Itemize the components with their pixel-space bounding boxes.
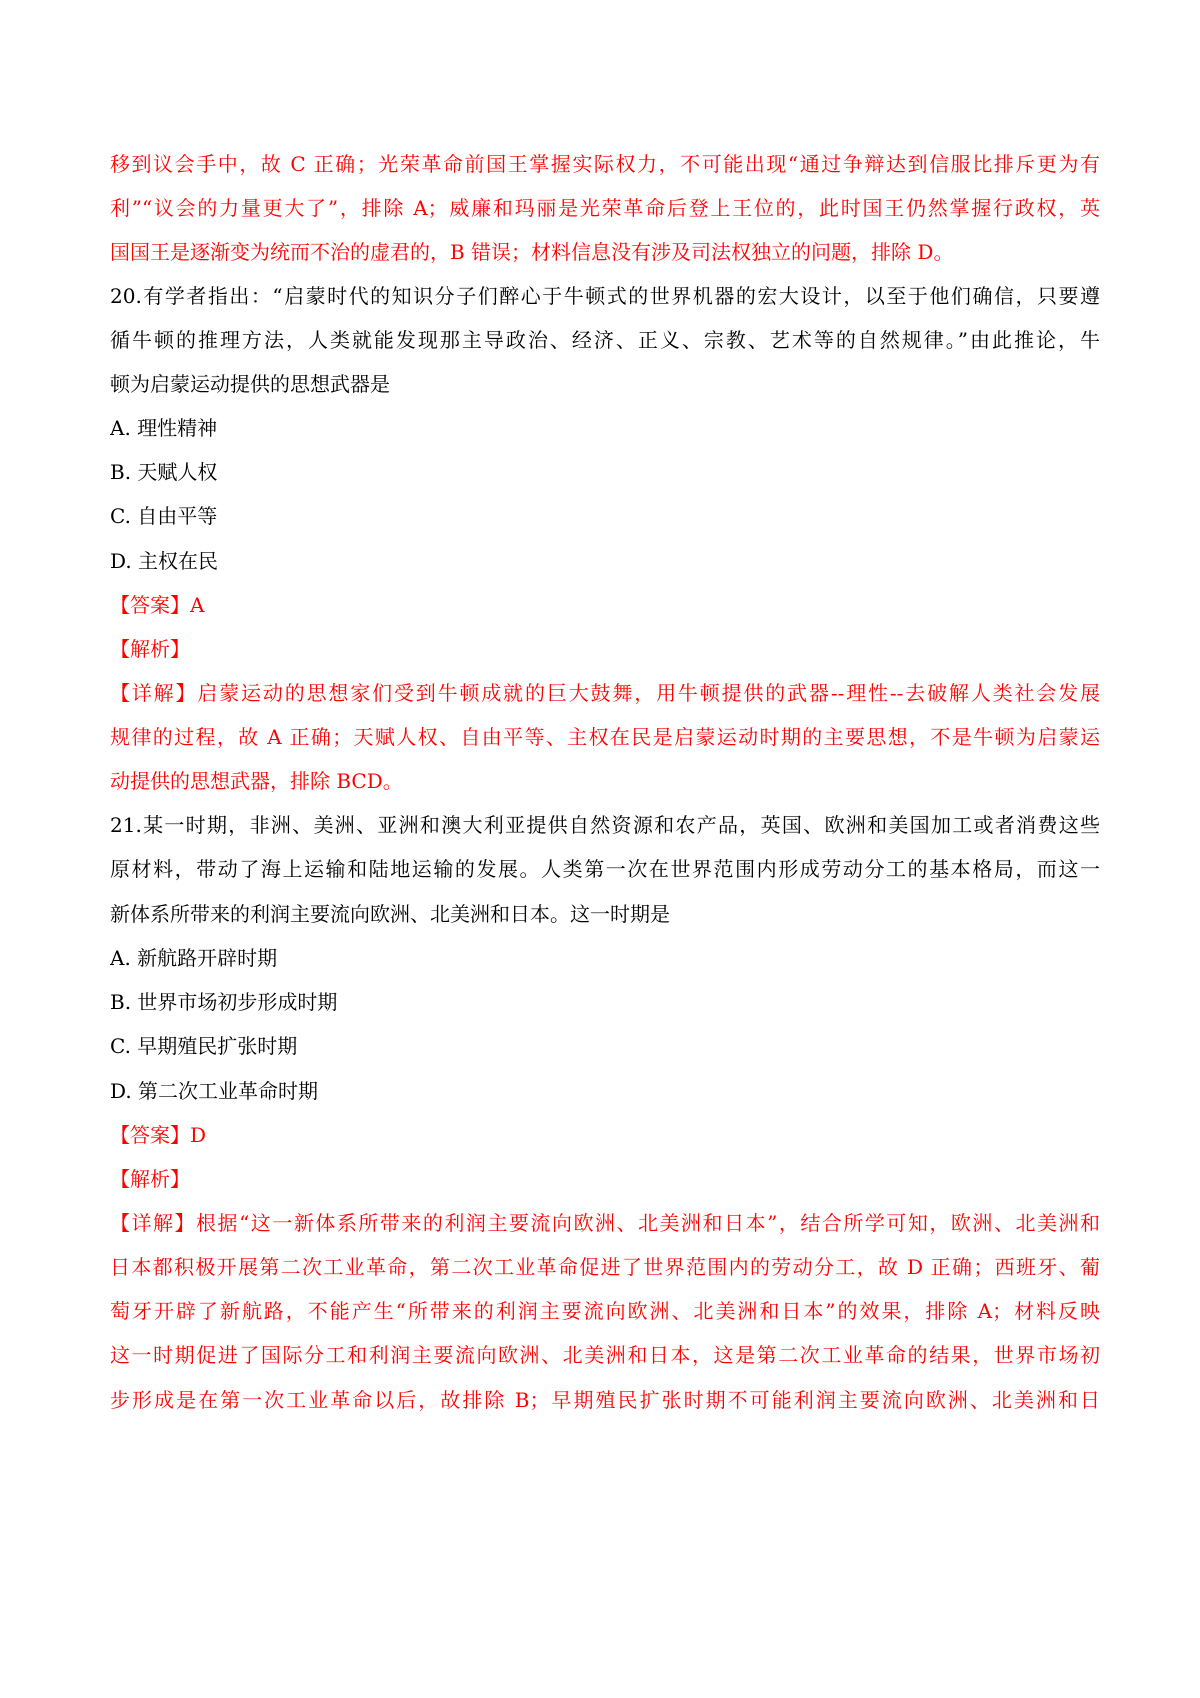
q21-analysis-label: 【解析】	[110, 1167, 190, 1191]
q20-option-d: D. 主权在民	[110, 549, 219, 573]
q21-stem-line: 新体系所带来的利润主要流向欧洲、北美洲和日本。这一时期是	[110, 902, 670, 926]
q21-stem-line: 21.某一时期，非洲、美洲、亚洲和澳大利亚提供自然资源和农产品，英国、欧洲和美国加工或者消费这些	[110, 813, 1100, 837]
prev-analysis-line: 利”“议会的力量更大了”，排除 A；威廉和玛丽是光荣革命后登上王位的，此时国王仍然掌握行政权，英	[110, 196, 1100, 220]
q20-option-a: A. 理性精神	[110, 416, 218, 440]
q21-stem-line: 原材料，带动了海上运输和陆地运输的发展。人类第一次在世界范围内形成劳动分工的基本格局，而这一	[110, 857, 1100, 881]
q20-stem-line: 顿为启蒙运动提供的思想武器是	[110, 372, 390, 396]
q20-option-b: B. 天赋人权	[110, 460, 218, 484]
q21-answer: 【答案】D	[110, 1123, 207, 1147]
q20-detail-line: 规律的过程，故 A 正确；天赋人权、自由平等、主权在民是启蒙运动时期的主要思想，不是牛顿为启蒙运	[110, 725, 1100, 749]
q20-analysis-label: 【解析】	[110, 637, 190, 661]
q20-stem-line: 循牛顿的推理方法，人类就能发现那主导政治、经济、正义、宗教、艺术等的自然规律。”由此推论，牛	[110, 328, 1100, 352]
q21-option-a: A. 新航路开辟时期	[110, 946, 278, 970]
q20-stem-line: 20.有学者指出：“启蒙时代的知识分子们醉心于牛顿式的世界机器的宏大设计，以至于他们确信，只要遵	[110, 284, 1100, 308]
q20-option-c: C. 自由平等	[110, 504, 218, 528]
prev-analysis-line: 移到议会手中，故 C 正确；光荣革命前国王掌握实际权力，不可能出现“通过争辩达到信服比排斥更为有	[110, 152, 1100, 176]
q21-option-c: C. 早期殖民扩张时期	[110, 1034, 298, 1058]
q20-answer: 【答案】A	[110, 593, 205, 617]
q21-detail-line: 日本都积极开展第二次工业革命，第二次工业革命促进了世界范围内的劳动分工，故 D 正确；西班牙、葡	[110, 1255, 1100, 1279]
q21-option-d: D. 第二次工业革命时期	[110, 1079, 319, 1103]
prev-analysis-line: 国国王是逐渐变为统而不治的虚君的，B 错误；材料信息没有涉及司法权独立的问题，排除 D。	[110, 240, 954, 264]
q21-detail-line: 【详解】根据“这一新体系所带来的利润主要流向欧洲、北美洲和日本”，结合所学可知，欧洲、北美洲和	[110, 1211, 1100, 1235]
q20-detail-line: 动提供的思想武器，排除 BCD。	[110, 769, 403, 793]
q21-option-b: B. 世界市场初步形成时期	[110, 990, 338, 1014]
q21-detail-line: 这一时期促进了国际分工和利润主要流向欧洲、北美洲和日本，这是第二次工业革命的结果，世界市场初	[110, 1343, 1100, 1367]
q21-detail-line: 步形成是在第一次工业革命以后，故排除 B；早期殖民扩张时期不可能利润主要流向欧洲、北美洲和日	[110, 1388, 1100, 1412]
q21-detail-line: 萄牙开辟了新航路，不能产生“所带来的利润主要流向欧洲、北美洲和日本”的效果，排除 A；材料反映	[110, 1299, 1100, 1323]
q20-detail-line: 【详解】启蒙运动的思想家们受到牛顿成就的巨大鼓舞，用牛顿提供的武器--理性--去破解人类社会发展	[110, 681, 1100, 705]
